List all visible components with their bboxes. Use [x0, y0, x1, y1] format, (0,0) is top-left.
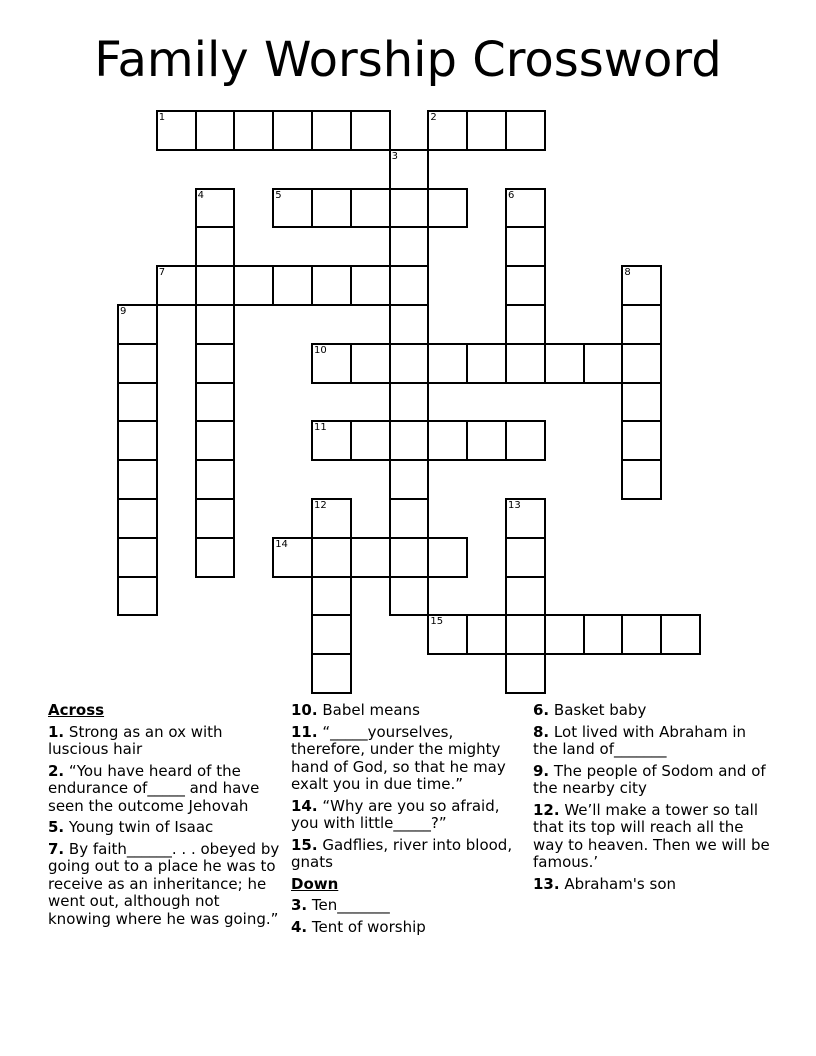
grid-cell[interactable]: [311, 576, 352, 617]
down-heading: Down: [291, 874, 339, 893]
clue-across-11: 11. “_____yourselves, therefore, under the mighty hand of God, so that he may exalt you in due time.”: [291, 722, 506, 793]
clues-column-3: [533, 702, 773, 897]
grid-cell[interactable]: [195, 188, 236, 229]
grid-cell[interactable]: [544, 343, 585, 384]
clue-across-2: 2. “You have heard of the endurance of_____ and have seen the outcome Jehovah: [48, 761, 260, 815]
grid-cell[interactable]: [117, 304, 158, 345]
grid-cell[interactable]: [427, 614, 468, 655]
grid-cell[interactable]: [350, 537, 391, 578]
grid-cell[interactable]: [505, 576, 546, 617]
grid-cell[interactable]: [389, 459, 430, 500]
clue-number: 13: [508, 500, 521, 511]
clue-down-3: 3. Ten_______: [291, 896, 390, 914]
grid-cell[interactable]: [466, 343, 507, 384]
grid-cell[interactable]: [621, 459, 662, 500]
grid-cell[interactable]: [117, 420, 158, 461]
grid-cell[interactable]: [505, 226, 546, 267]
grid-cell[interactable]: [311, 614, 352, 655]
grid-cell[interactable]: [117, 382, 158, 423]
clues-column-1: [48, 702, 283, 932]
clue-across-7: 7. By faith______. . . obeyed by going out to a place he was to receive as an inheritance; he went out, although not knowing where he was going.”: [48, 839, 280, 928]
grid-cell[interactable]: [621, 382, 662, 423]
clue-number: 2: [430, 112, 437, 123]
clue-number: 5: [275, 189, 282, 201]
grid-cell[interactable]: [389, 343, 430, 384]
clue-down-9: 9. The people of Sodom and of the nearby city: [533, 761, 766, 797]
grid-cell[interactable]: [389, 498, 430, 539]
grid-cell[interactable]: [505, 653, 546, 694]
grid-cell[interactable]: [621, 614, 662, 655]
grid-cell[interactable]: [427, 420, 468, 461]
grid-cell[interactable]: [272, 110, 313, 151]
grid-cell[interactable]: [311, 537, 352, 578]
grid-cell[interactable]: [466, 110, 507, 151]
grid-cell[interactable]: [311, 420, 352, 461]
grid-cell[interactable]: [195, 459, 236, 500]
clue-number: 8: [624, 267, 631, 279]
clue-down-12: 12. We’ll make a tower so tall that its top will reach all the way to heaven. Then we will be famous.’: [533, 800, 770, 871]
grid-cell[interactable]: [621, 420, 662, 461]
clue-number: 15: [430, 616, 444, 628]
grid-cell[interactable]: [195, 110, 236, 151]
clue-number: 11: [314, 422, 327, 434]
grid-cell[interactable]: [350, 188, 391, 229]
grid-cell[interactable]: [233, 110, 274, 151]
grid-cell[interactable]: [311, 265, 352, 306]
grid-cell[interactable]: [311, 110, 352, 151]
grid-cell[interactable]: [156, 265, 197, 306]
clue-number: 1: [158, 112, 166, 123]
grid-cell[interactable]: [583, 343, 624, 384]
grid-cell[interactable]: [505, 420, 546, 461]
grid-cell[interactable]: [505, 343, 546, 384]
grid-cell[interactable]: [505, 188, 546, 229]
grid-cell[interactable]: [621, 343, 662, 384]
grid-cell[interactable]: [272, 265, 313, 306]
grid-cell[interactable]: [427, 110, 468, 151]
grid-cell[interactable]: [583, 614, 624, 655]
grid-cell[interactable]: [427, 188, 468, 229]
clue-number: 10: [314, 344, 327, 356]
grid-cell[interactable]: [350, 343, 391, 384]
grid-cell[interactable]: [660, 614, 701, 655]
grid-cell[interactable]: [505, 537, 546, 578]
grid-cell[interactable]: [117, 537, 158, 578]
grid-cell[interactable]: [195, 382, 236, 423]
across-heading: Across: [48, 701, 105, 719]
grid-cell[interactable]: [544, 614, 585, 655]
grid-cell[interactable]: [505, 110, 546, 151]
page-title: Family Worship Crossword: [94, 32, 722, 88]
clue-number: 3: [391, 150, 398, 162]
grid-cell[interactable]: [505, 498, 546, 539]
clues-column-2: [291, 702, 526, 940]
grid-cell[interactable]: [195, 226, 236, 267]
grid-cell[interactable]: [621, 265, 662, 306]
clue-number: 14: [275, 538, 288, 550]
clue-down-13: 13. Abraham's son: [533, 874, 677, 893]
grid-cell[interactable]: [427, 343, 468, 384]
clue-down-8: 8. Lot lived with Abraham in the land of_______: [533, 722, 747, 758]
grid-cell[interactable]: [195, 343, 236, 384]
grid-cell[interactable]: [389, 537, 430, 578]
grid-cell[interactable]: [195, 498, 236, 539]
clue-down-6: 6. Basket baby: [533, 701, 647, 719]
grid-cell[interactable]: [389, 265, 430, 306]
clue-across-15: 15. Gadflies, river into blood, gnats: [291, 835, 513, 871]
grid-cell[interactable]: [389, 188, 430, 229]
clue-across-5: 5. Young twin of Isaac: [48, 818, 214, 836]
grid-cell[interactable]: [117, 498, 158, 539]
clue-down-4: 4. Tent of worship: [291, 917, 426, 936]
grid-cell[interactable]: [389, 149, 430, 190]
grid-cell[interactable]: [389, 420, 430, 461]
grid-cell[interactable]: [350, 110, 391, 151]
grid-cell[interactable]: [195, 265, 236, 306]
grid-cell[interactable]: [195, 420, 236, 461]
grid-cell[interactable]: [311, 188, 352, 229]
grid-cell[interactable]: [311, 343, 352, 384]
grid-cell[interactable]: [156, 110, 197, 151]
clue-across-10: 10. Babel means: [291, 701, 420, 719]
grid-cell[interactable]: [389, 226, 430, 267]
clue-number: 7: [158, 267, 166, 279]
grid-cell[interactable]: [272, 188, 313, 229]
grid-cell[interactable]: [195, 537, 236, 578]
grid-cell[interactable]: [466, 420, 507, 461]
grid-cell[interactable]: [466, 614, 507, 655]
grid-cell[interactable]: [505, 265, 546, 306]
grid-cell[interactable]: [389, 304, 430, 345]
grid-cell[interactable]: [311, 498, 352, 539]
grid-cell[interactable]: [117, 576, 158, 617]
grid-cell[interactable]: [427, 537, 468, 578]
grid-cell[interactable]: [505, 304, 546, 345]
grid-cell[interactable]: [389, 382, 430, 423]
clue-number: 12: [314, 500, 327, 511]
clue-number: 9: [120, 306, 127, 317]
clue-number: 4: [197, 189, 204, 201]
clue-across-14: 14. “Why are you so afraid, you with little_____?”: [291, 796, 500, 832]
grid-cell[interactable]: [350, 420, 391, 461]
grid-cell[interactable]: [350, 265, 391, 306]
clue-across-1: 1. Strong as an ox with luscious hair: [48, 722, 223, 758]
clue-number: 6: [508, 189, 515, 201]
grid-cell[interactable]: [233, 265, 274, 306]
grid-cell[interactable]: [621, 304, 662, 345]
grid-cell[interactable]: [389, 576, 430, 617]
grid-cell[interactable]: [505, 614, 546, 655]
grid-cell[interactable]: [272, 537, 313, 578]
grid-cell[interactable]: [117, 459, 158, 500]
grid-cell[interactable]: [311, 653, 352, 694]
grid-cell[interactable]: [195, 304, 236, 345]
grid-cell[interactable]: [117, 343, 158, 384]
